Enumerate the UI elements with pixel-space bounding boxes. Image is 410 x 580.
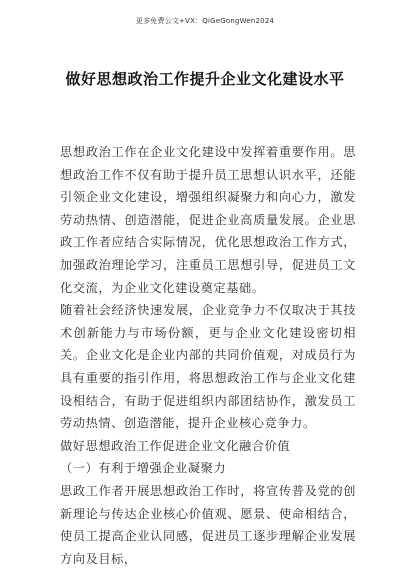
document-body bbox=[60, 141, 356, 570]
header-note: 更多免费公文+VX：QiGeGongWen2024 bbox=[135, 17, 275, 25]
paragraph-intro: 思想政治工作在企业文化建设中发挥着重要作用。思想政治工作不仅有助于提升员工思想认识水平，还能引领企业文化建设，增强组织凝聚力和向心力，激发劳动热情、创造潜能，促进企业高质量发展。企业思政工作者应结合实际情况，优化思想政治工作方式，加强政治理论学习，注重员工思想引导，促进员工文化交流，为企业文化建设奠定基础。 bbox=[60, 145, 356, 295]
section-heading: 做好思想政治工作促进企业文化融合价值 bbox=[60, 438, 291, 453]
paragraph-subsection-body: 思政工作者开展思想政治工作时，将宣传普及党的创新理论与传达企业核心价值观、愿景、使命相结合，使员工提高企业认同感，促进员工逐步理解企业发展方向及目标， bbox=[60, 483, 356, 566]
document-title: 做好思想政治工作提升企业文化建设水平 bbox=[65, 70, 345, 88]
subsection-heading: （一）有利于增强企业凝聚力 bbox=[60, 461, 227, 476]
paragraph-background: 随着社会经济快速发展，企业竞争力不仅取决于其技术创新能力与市场份额，更与企业文化建设密切相关。企业文化是企业内部的共同价值观，对成员行为具有重要的指引作用，将思想政治工作与企业文化建设相结合，有助于促进组织内部团结协作，激发员工劳动热情、创造潜能，提升企业核心竞争力。 bbox=[60, 303, 356, 431]
